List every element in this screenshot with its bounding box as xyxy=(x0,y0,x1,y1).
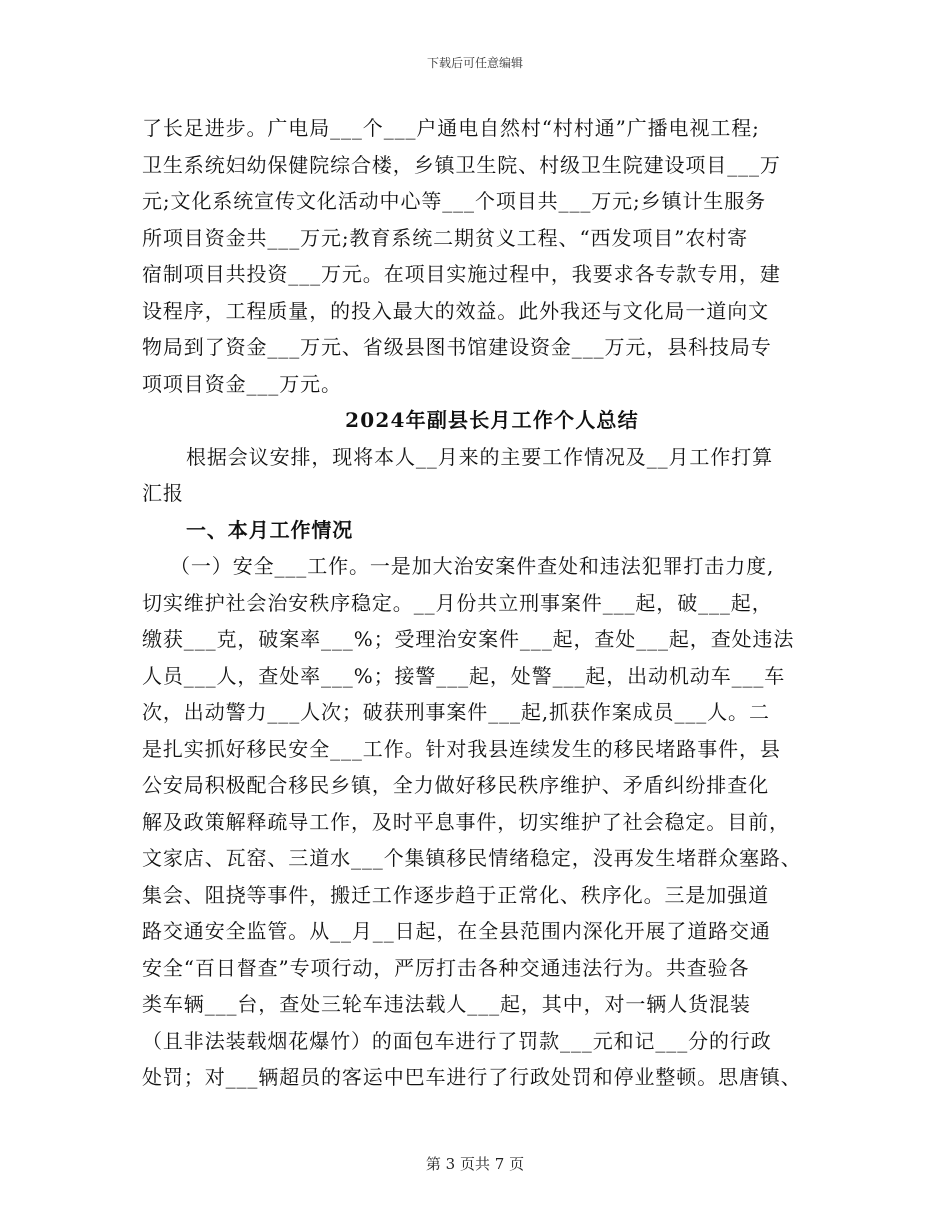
page-footer: 第 3 页共 7 页 xyxy=(425,1155,525,1173)
intro-line: 根据会议安排，现将本人__月来的主要工作情况及__月工作打算 xyxy=(186,444,773,469)
intro-line: 汇报 xyxy=(142,481,184,505)
body-line: 元;文化系统宣传文化活动中心等___个项目共___万元;乡镇计生服务 xyxy=(142,189,767,213)
body-line: 项项目资金___万元。 xyxy=(142,371,342,396)
body-line: 人员___人，查处率___%；接警___起，处警___起，出动机动车___车 xyxy=(142,663,786,688)
body-line: 处罚；对___辆超员的客运中巴车进行了行政处罚和停业整顿。思唐镇、 xyxy=(142,1065,802,1089)
body-line: 切实维护社会治安秩序稳定。__月份共立刑事案件___起，破___起， xyxy=(142,590,773,615)
body-line: 类车辆___台，查处三轮车违法载人___起，其中，对一辆人货混装 xyxy=(142,992,751,1016)
body-line: 所项目资金共___万元;教育系统二期贫义工程、“西发项目”农村寄 xyxy=(142,225,748,250)
body-line: 安全“百日督查”专项行动，严厉打击各种交通违法行为。共查验各 xyxy=(142,955,750,980)
body-line: 文家店、瓦窑、三道水___个集镇移民情绪稳定，没再发生堵群众塞路、 xyxy=(142,846,802,870)
body-line: 集会、阻挠等事件，搬迁工作逐步趋于正常化、秩序化。三是加强道 xyxy=(142,882,769,907)
body-line: 了长足进步。广电局___个___户通电自然村“村村通”广播电视工程; xyxy=(142,116,760,140)
body-line: （一）安全___工作。一是加大治安案件查处和违法犯罪打击力度, xyxy=(170,554,775,578)
body-line: 是扎实抓好移民安全___工作。针对我县连续发生的移民堵路事件，县 xyxy=(142,736,781,761)
body-line: 路交通安全监管。从__月__日起，在全县范围内深化开展了道路交通 xyxy=(142,919,771,943)
body-line: 物局到了资金___万元、省级县图书馆建设资金___万元，县科技局专 xyxy=(142,335,772,359)
body-line: 次，出动警力___人次；破获刑事案件___起,抓获作案成员___人。二 xyxy=(142,700,770,724)
body-line: 卫生系统妇幼保健院综合楼，乡镇卫生院、村级卫生院建设项目___万 xyxy=(142,152,781,177)
page-header: 下载后可任意编辑 xyxy=(426,56,523,70)
body-line: （且非法装载烟花爆竹）的面包车进行了罚款___元和记___分的行政 xyxy=(142,1028,772,1053)
section-title: 2024年副县长月工作个人总结 xyxy=(345,408,639,432)
body-line: 解及政策解释疏导工作，及时平息事件，切实维护了社会稳定。目前， xyxy=(142,809,790,834)
document-body xyxy=(142,110,822,1096)
body-line: 公安局积极配合移民乡镇，全力做好移民秩序维护、矛盾纠纷排查化 xyxy=(142,773,769,797)
body-line: 缴获___克，破案率___%；受理治安案件___起，查处___起，查处违法 xyxy=(142,627,795,651)
body-line: 设程序，工程质量，的投入最大的效益。此外我还与文化局一道向文 xyxy=(142,298,769,323)
body-line: 宿制项目共投资___万元。在项目实施过程中，我要求各专款专用，建 xyxy=(142,262,781,286)
section-heading: 一、本月工作情况 xyxy=(186,517,354,542)
